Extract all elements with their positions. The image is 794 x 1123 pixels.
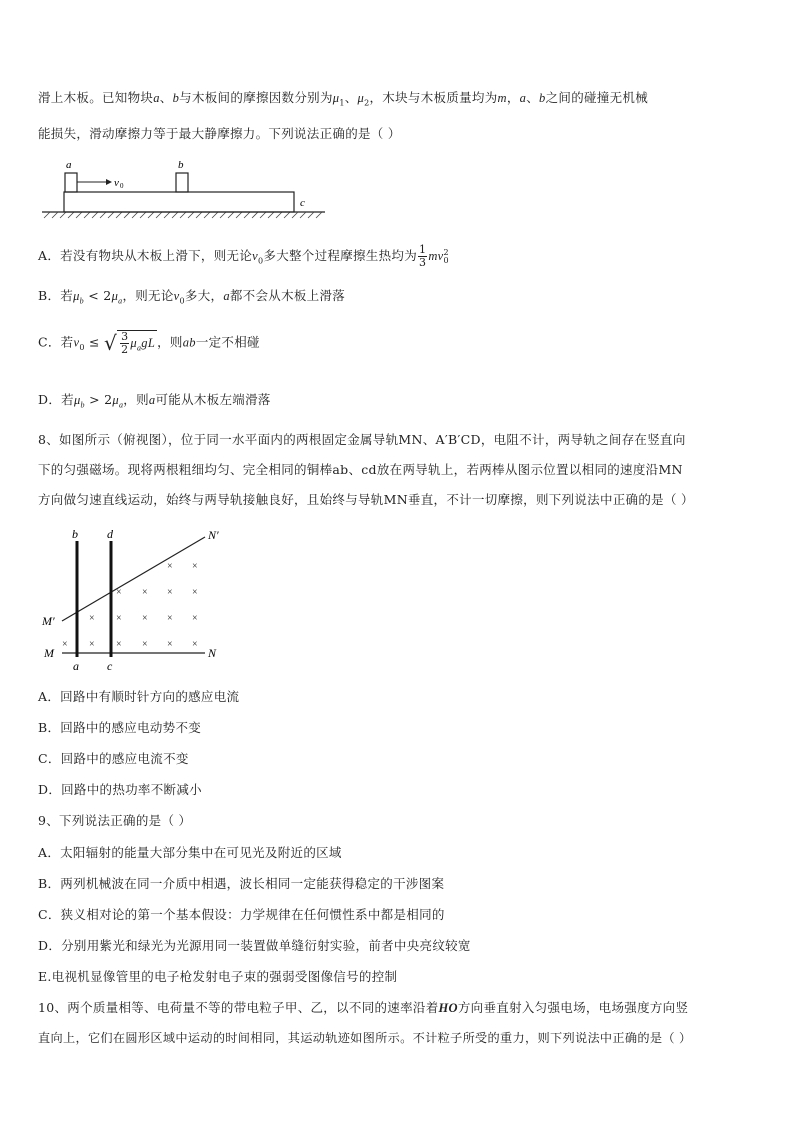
- q7-figure: [40, 152, 330, 224]
- var: v: [252, 249, 258, 263]
- var-a: a: [153, 91, 160, 105]
- text: 滑上木板。已知物块: [38, 90, 154, 105]
- text: < 2: [83, 288, 112, 303]
- var: a: [223, 289, 230, 303]
- sub: a: [118, 400, 124, 410]
- arrow-head-icon: [106, 179, 112, 185]
- text: 可能从木板左端滑落: [155, 392, 271, 407]
- expr: μ: [130, 336, 137, 350]
- supsub: [444, 249, 449, 265]
- q9-stem: 9、下列说法正确的是（ ）: [38, 813, 192, 828]
- label-b: b: [72, 527, 78, 541]
- sub: 0: [443, 255, 449, 265]
- label-c: c: [300, 197, 305, 209]
- label-a: a: [73, 659, 79, 673]
- q9-option-c: C．狭义相对论的第一个基本假设：力学规律在任何惯性系中都是相同的: [38, 907, 445, 922]
- var-mu1: μ: [332, 91, 340, 105]
- q8-stem-line3: 方向做匀速直线运动，始终与两导轨接触良好，且始终与导轨MN垂直，不计一切摩擦，则下列说法中正确的是（ ）: [38, 492, 694, 507]
- field-cross: ×: [167, 639, 173, 650]
- label-a: a: [66, 159, 72, 171]
- sub: 0: [258, 256, 264, 266]
- text: A．若没有物块从木板上滑下，则无论: [38, 248, 253, 263]
- text: 都不会从木板上滑落: [229, 288, 346, 303]
- ground-hatch: [42, 212, 325, 218]
- field-cross: ×: [142, 587, 148, 598]
- expr: mv: [428, 249, 444, 263]
- sub: a: [118, 296, 123, 306]
- field-cross: ×: [192, 613, 198, 624]
- q10-stem-line1: [38, 998, 688, 1016]
- text: ，: [506, 90, 520, 105]
- var: v: [73, 335, 80, 350]
- field-cross: ×: [116, 613, 122, 624]
- field-cross: ×: [192, 639, 198, 650]
- text: 一定不相碰: [195, 334, 260, 350]
- field-cross: ×: [167, 587, 173, 598]
- field-cross: ×: [89, 639, 95, 650]
- label-N: N: [208, 646, 217, 660]
- text: 与木板间的摩擦因数分别为: [179, 90, 333, 105]
- var: μ: [112, 393, 119, 407]
- field-cross: ×: [167, 613, 173, 624]
- var-mu2: μ: [357, 91, 365, 105]
- field-cross: ×: [62, 639, 68, 650]
- field-cross: ×: [142, 613, 148, 624]
- var: μ: [73, 289, 80, 303]
- text: 10、两个质量相等、电荷量不等的带电粒子甲、乙，以不同的速率沿着: [38, 1000, 439, 1015]
- radicand: [117, 330, 157, 356]
- text: ，则: [123, 392, 149, 407]
- q9-option-a: A．太阳辐射的能量大部分集中在可见光及附近的区域: [38, 845, 342, 860]
- text: 、: [526, 90, 540, 105]
- block-b: [176, 173, 188, 192]
- q8-stem-line2: 下的匀强磁场。现将两根粗细均匀、完全相同的铜棒ab、cd放在两导轨上，若两棒从图示位置以相同的速度沿MN: [38, 462, 683, 477]
- q7-stem-line1: [38, 88, 648, 108]
- text: ，则无论: [122, 288, 174, 303]
- label-Mp: M′: [42, 614, 55, 628]
- var: v: [173, 289, 180, 303]
- var-b: b: [539, 91, 546, 105]
- text: ，则: [157, 334, 183, 350]
- sub: 0: [179, 296, 185, 306]
- board-c: [64, 192, 294, 212]
- q8-option-b: B．回路中的感应电动势不变: [38, 720, 202, 735]
- q10-stem-line2: 直向上，它们在圆形区域中运动的时间相同，其运动轨迹如图所示。不计粒子所受的重力，则下列说法中正确的是（ ）: [38, 1031, 692, 1045]
- expr: gL: [141, 336, 156, 350]
- text: 多大，: [184, 288, 224, 303]
- field-cross: ×: [192, 587, 198, 598]
- q7-option-b: [38, 286, 345, 306]
- q7-option-c: [38, 330, 260, 356]
- var-a: a: [519, 91, 527, 105]
- field-cross: ×: [89, 613, 95, 624]
- q8-option-c: C．回路中的感应电流不变: [38, 751, 189, 766]
- numerator: 1: [419, 243, 427, 256]
- q8-option-a: A．回路中有顺时针方向的感应电流: [38, 689, 240, 704]
- block-a: [65, 173, 77, 192]
- text: B．若: [38, 288, 74, 303]
- sub: 2: [364, 98, 370, 108]
- q9-option-b: B．两列机械波在同一介质中相遇，波长相同一定能获得稳定的干涉图案: [38, 876, 445, 891]
- text: 方向垂直射入匀强电场，电场强度方向竖: [457, 1000, 689, 1015]
- q7-option-a: [38, 244, 449, 269]
- q8-figure: [40, 525, 240, 675]
- field-cross: ×: [116, 587, 122, 598]
- denominator: 3: [419, 256, 427, 269]
- text: ，木块与木板质量均为: [369, 90, 498, 105]
- text: > 2: [84, 392, 113, 407]
- text: 、: [159, 90, 173, 105]
- sqrt-icon: √: [104, 331, 118, 355]
- field-cross: ×: [167, 561, 173, 572]
- q9-option-e: E.电视机显像管里的电子枪发射电子束的强弱受图像信号的控制: [38, 969, 398, 984]
- sub: a: [136, 343, 142, 353]
- label-d: d: [107, 527, 113, 541]
- label-b: b: [178, 159, 184, 171]
- var: μ: [73, 393, 81, 407]
- q7-option-d: [38, 390, 271, 410]
- label-v0-sub: 0: [120, 182, 124, 190]
- var-m: m: [497, 91, 507, 105]
- text: 多大整个过程摩擦生热均为: [263, 248, 417, 263]
- label-M: M: [44, 646, 54, 660]
- rail-MpNp: [62, 537, 205, 621]
- var: a: [148, 393, 156, 407]
- field-cross: ×: [192, 561, 198, 572]
- label-Np: N′: [208, 528, 219, 542]
- field-cross: ×: [142, 639, 148, 650]
- q8-stem-line1: 8、如图所示（俯视图），位于同一水平面内的两根固定金属导轨MN、A′B′CD，电阻不计，两导轨之间存在竖直向: [38, 432, 686, 447]
- text: C．若: [38, 334, 74, 350]
- text: 之间的碰撞无机械: [545, 90, 648, 105]
- q9-option-d: D．分别用紫光和绿光为光源用同一装置做单缝衍射实验，前者中央亮纹较宽: [38, 938, 471, 953]
- sub: b: [80, 400, 85, 410]
- field-cross: ×: [116, 639, 122, 650]
- sub: 1: [339, 98, 345, 108]
- var: μ: [111, 289, 119, 303]
- var-b: b: [172, 91, 180, 105]
- text: D．若: [38, 392, 74, 407]
- label-c: c: [107, 659, 113, 673]
- sub: b: [79, 296, 84, 306]
- fraction: [418, 244, 427, 269]
- magnetic-field-crosses: [62, 561, 198, 650]
- denominator: 2: [121, 343, 129, 356]
- label-v0: v: [114, 177, 119, 189]
- var: ab: [182, 335, 196, 350]
- text: ≤: [84, 334, 105, 350]
- fraction: [120, 331, 129, 356]
- sub: 0: [79, 343, 85, 352]
- q8-option-d: D．回路中的热功率不断减小: [38, 782, 202, 797]
- sup: 2: [443, 247, 449, 257]
- numerator: 3: [121, 330, 129, 343]
- var-HO: HO: [438, 1001, 458, 1015]
- text: 、: [344, 90, 358, 105]
- q7-stem-line2: 能损失，滑动摩擦力等于最大静摩擦力。下列说法正确的是（ ）: [38, 126, 401, 141]
